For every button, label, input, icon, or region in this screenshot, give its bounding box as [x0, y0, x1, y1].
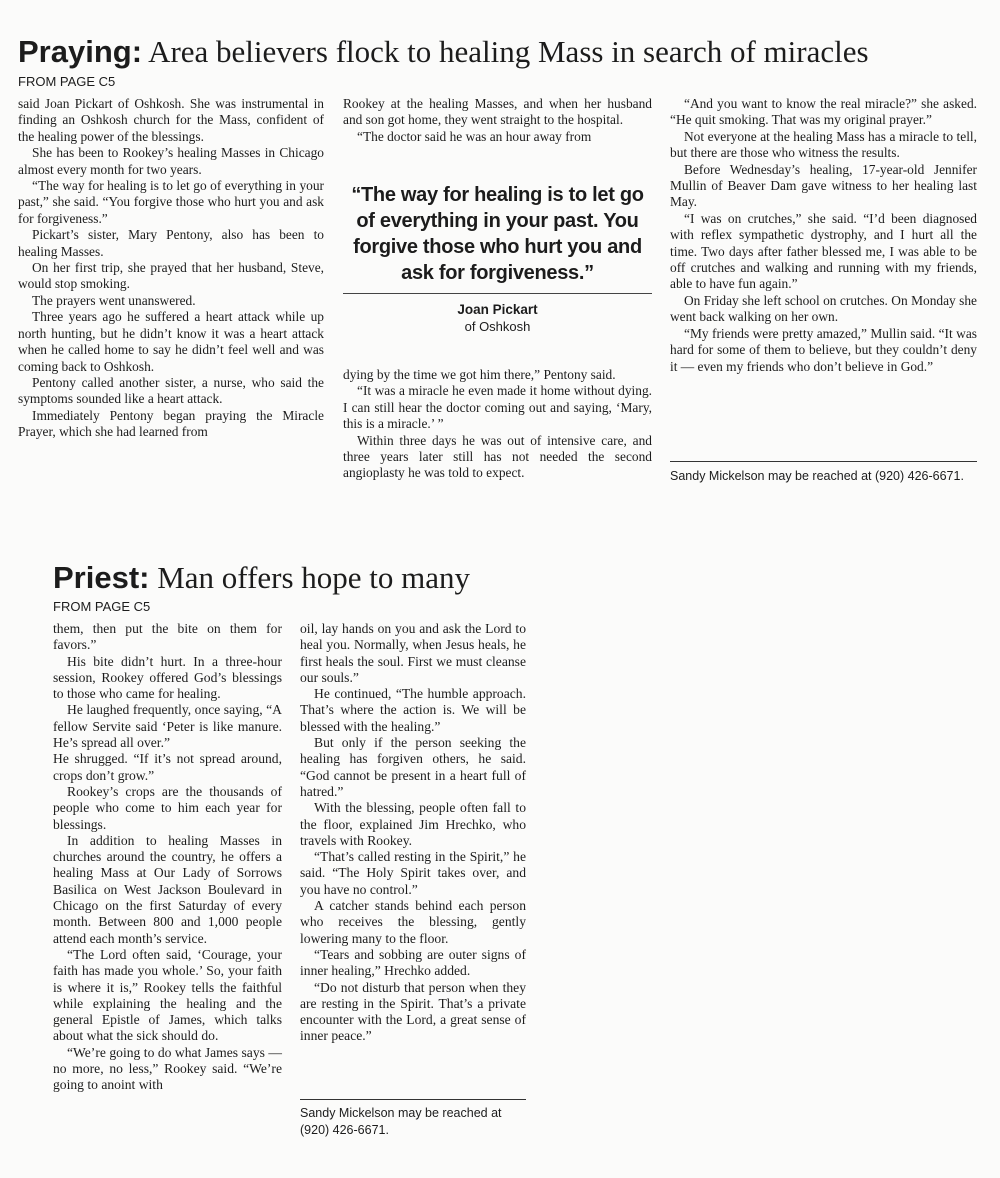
- story2-column-2: [300, 621, 526, 1045]
- paragraph: Immediately Pentony began praying the Miracle Prayer, which she had learned from: [18, 407, 324, 440]
- story2-headline-text: Man offers hope to many: [149, 560, 471, 595]
- paragraph: “And you want to know the real miracle?” she asked. “He quit smoking. That was my original prayer.”: [670, 96, 977, 128]
- paragraph: “The doctor said he was an hour away from: [357, 128, 592, 144]
- story2-jump-line: FROM PAGE C5: [53, 599, 151, 614]
- paragraph: Before Wednesday’s healing, 17-year-old Jennifer Mullin of Beaver Dam gave witness to her healing last May.: [670, 161, 977, 210]
- paragraph: Pickart’s sister, Mary Pentony, also has been to healing Masses.: [18, 227, 324, 259]
- story1-column-1: [18, 96, 324, 441]
- paragraph: The prayers went unanswered.: [32, 292, 196, 308]
- paragraph: “That’s called resting in the Spirit,” he said. “The Holy Spirit takes over, and you have no control.”: [300, 849, 526, 897]
- paragraph: “It was a miracle he even made it home without dying. I can still hear the doctor coming out and saying, ‘Mary, this is a miracle.’ ”: [343, 383, 652, 432]
- paragraph: He continued, “The humble approach. That’s where the action is. We will be blessed with the healing.”: [300, 686, 526, 734]
- paragraph: Rookey’s crops are the thousands of people who come to him each year for blessings.: [53, 783, 282, 832]
- story1-tagline-rule: [670, 461, 977, 462]
- paragraph: Within three days he was out of intensive care, and three years later still has not needed the second angioplasty he was told to expect.: [343, 432, 652, 481]
- paragraph: A catcher stands behind each person who receives the blessing, gently lowering many to the floor.: [300, 898, 526, 946]
- paragraph: “My friends were pretty amazed,” Mullin said. “It was hard for some of them to believe, but they couldn’t deny it — even my friends who don’t believe in God.”: [670, 325, 977, 374]
- paragraph: With the blessing, people often fall to the floor, explained Jim Hrechko, who travels with Rookey.: [300, 800, 526, 848]
- paragraph: dying by the time we got him there,” Pentony said.: [343, 367, 616, 382]
- paragraph: “I was on crutches,” she said. “I’d been diagnosed with reflex sympathetic dystrophy, and I hurt all the time. Two days after father blessed me, I was able to be off crutches and walking and running with my friends, able to have fun again.”: [670, 210, 977, 292]
- paragraph: them, then put the bite on them for favors.”: [53, 621, 282, 653]
- story1-headline-text: Area believers flock to healing Mass in search of miracles: [142, 34, 869, 69]
- paragraph: oil, lay hands on you and ask the Lord to heal you. Normally, when Jesus heals, he first heals the soul. First we must cleanse our souls.”: [300, 621, 526, 685]
- paragraph: On her first trip, she prayed that her husband, Steve, would stop smoking.: [18, 260, 324, 292]
- story2-tagline: Sandy Mickelson may be reached at (920) 426-6671.: [300, 1106, 502, 1137]
- paragraph: “Tears and sobbing are outer signs of inner healing,” Hrechko added.: [300, 946, 526, 979]
- paragraph: In addition to healing Masses in churches around the country, he offers a healing Mass at Our Lady of Sorrows Basilica on West Jackson Boulevard in Chicago on the first Saturday of every month. Between 800 and 1,000 people attend each month’s service.: [53, 832, 282, 946]
- story2-column-1: [53, 621, 282, 1094]
- paragraph: said Joan Pickart of Oshkosh. She was instrumental in finding an Oshkosh church for the Mass, confident of the healing power of the blessings.: [18, 96, 324, 144]
- pull-quote: “The way for healing is to let go of everything in your past. You forgive those who hurt you and ask for forgiveness.”: [351, 184, 644, 284]
- story2-headline: [53, 560, 470, 596]
- story2-headline-keyword: Priest:: [53, 560, 150, 595]
- story1-jump-line: FROM PAGE C5: [18, 74, 116, 89]
- story1-headline: [18, 34, 869, 70]
- paragraph: “The way for healing is to let go of everything in your past,” she said. “You forgive those who hurt you and ask for forgiveness.”: [18, 178, 324, 226]
- story2-tagline-rule: [300, 1099, 526, 1100]
- paragraph: Rookey at the healing Masses, and when her husband and son got home, they went straight to the hospital.: [343, 96, 652, 128]
- story1-column-2-top: [343, 96, 652, 145]
- pull-quote-name: Joan Pickart: [457, 302, 538, 317]
- paragraph: “We’re going to do what James says — no more, no less,” Rookey said. “We’re going to anoint with: [53, 1044, 282, 1093]
- paragraph: She has been to Rookey’s healing Masses in Chicago almost every month for two years.: [18, 145, 324, 177]
- paragraph: He shrugged. “If it’s not spread around, crops don’t grow.”: [53, 751, 282, 783]
- paragraph: He laughed frequently, once saying, “A fellow Servite said ‘Peter is like manure. He’s spread all over.”: [53, 702, 282, 751]
- paragraph: On Friday she left school on crutches. On Monday she went back walking on her own.: [670, 292, 977, 325]
- pull-quote-box: [343, 182, 652, 334]
- paragraph: “The Lord often said, ‘Courage, your faith has made you whole.’ So, your faith is where it is,” Rookey tells the faithful while explaining the healing and the general Epistle of James, which talks about what the sick should do.: [53, 946, 282, 1044]
- paragraph: Pentony called another sister, a nurse, who said the symptoms sounded like a heart attack.: [18, 374, 324, 407]
- story1-headline-keyword: Praying:: [18, 34, 143, 69]
- paragraph: Not everyone at the healing Mass has a miracle to tell, but there are those who witness the results.: [670, 128, 977, 161]
- pull-quote-rule: [343, 293, 652, 294]
- paragraph: Three years ago he suffered a heart attack while up north hunting, but he didn’t know it was a heart attack when he called home to say he didn’t feel well and was coming back to Oshkosh.: [18, 309, 324, 374]
- paragraph: “Do not disturb that person when they are resting in the Spirit. That’s a private encounter with the Lord, a great sense of inner peace.”: [300, 979, 526, 1044]
- paragraph: But only if the person seeking the healing has forgiven others, he said. “God cannot be present in a heart full of hatred.”: [300, 735, 526, 799]
- story1-tagline: Sandy Mickelson may be reached at (920) 426-6671.: [670, 469, 964, 483]
- story1-column-3: [670, 96, 977, 375]
- paragraph: His bite didn’t hurt. In a three-hour session, Rookey offered God’s blessings to those who came for healing.: [53, 653, 282, 702]
- pull-quote-title: of Oshkosh: [464, 319, 531, 334]
- story1-column-2-bottom: [343, 367, 652, 482]
